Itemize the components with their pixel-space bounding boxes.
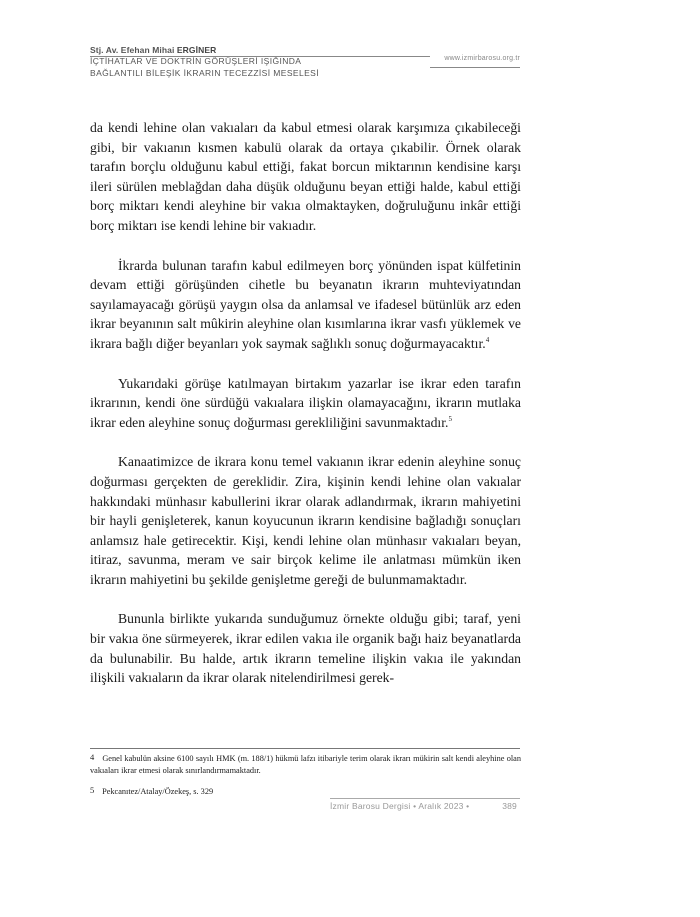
author-name: Stj. Av. Efehan Mihai — [90, 45, 175, 55]
running-header — [90, 45, 520, 95]
article-title-line-1: İÇTİHATLAR VE DOKTRİN GÖRÜŞLERİ IŞIĞINDA — [90, 56, 302, 66]
author-line — [90, 45, 520, 55]
running-footer — [330, 801, 520, 811]
footnote-text: Genel kabulün aksine 6100 sayılı HMK (m. 188/1) hükmü lafzı itibariyle terim olarak ikrarı mükirin salt kendi aleyhine olan vakıaları ikrar etmesi olarak sınırlandırmamaktadır. — [90, 754, 521, 776]
header-rule-right — [430, 67, 520, 68]
journal-name: İzmir Barosu Dergisi • Aralık 2023 • — [330, 801, 470, 811]
footnote — [90, 784, 521, 798]
footnote-number: 4 — [90, 752, 95, 762]
footnote-ref[interactable]: 5 — [448, 414, 452, 423]
footnote-text: Pekcanıtez/Atalay/Özekeş, s. 329 — [102, 786, 214, 796]
author-surname: ERGİNER — [176, 45, 217, 55]
footnote-number: 5 — [90, 784, 95, 795]
article-title-line-2: BAĞLANTILI BİLEŞİK İKRARIN TECEZZİSİ MESELESİ — [90, 68, 319, 78]
paragraph: İkrarda bulunan tarafın kabul edilmeyen borç yönünden ispat külfetinin devam ettiği görüşünden cihetle bu beyanatın ikrarın muhteviyatından sayılamayacağı görüşü yaygın olsa da anlamsal ve ifadesel bütünlük arz eden ikrar beyanının salt mûkirin aleyhine olan kısımlarına ikrar vasfı yüklemek ve ikrara bağlı diğer beyanları yok saymak sağlıklı sonuç doğurmayacaktır.$^4$ — [90, 257, 521, 351]
page-number: 389 — [502, 801, 517, 811]
body-text — [90, 118, 521, 708]
paragraph: Bununla birlikte yukarıda sunduğumuz örnekte olduğu gibi; taraf, yeni bir vakıa öne sürmeyerek, ikrar edilen vakıa ile organik bağı haiz beyanatlarda da bulunabilir. Bu halde, artık ikrarın temeline ilişkin vakıa ile yakından ilişkili vakıaların da ikrar olarak nitelendirilmesi gerek- — [90, 611, 521, 686]
footnote-ref[interactable]: 4 — [485, 335, 490, 344]
footnote — [90, 751, 521, 778]
footer-rule — [330, 798, 520, 799]
paragraph: da kendi lehine olan vakıaları da kabul etmesi olarak karşımıza çıkabileceği gibi, bir vakıanın kısmen kabulü olarak da ortaya çıkabilir. Örnek olarak tarafın borçlu olduğunu kabul ettiği, fakat borcun miktarının kendisine karşı ileri sürülen meblağdan daha düşük olduğunu beyan ettiği halde, kabul ettiği borç miktarı kendi aleyhine bir vakıa olmaktayken, doğruluğunu inkâr ettiği borç miktarı ise kendi lehine bir vakıadır. — [90, 120, 521, 233]
paragraph: Kanaatimizce de ikrara konu temel vakıanın ikrar edenin aleyhine sonuç doğurması gerçekten de gereklidir. Zira, kişinin kendi lehine olan vakıalar hakkındaki münhasır kabullerini ikrar olarak adlandırmak, ikrarın mahiyetini bir hayli genişleterek, kanun koyucunun ikrarın kendisine bağladığı sonuçları anlamsız hale getirecektir. Kişi, kendi lehine olan münhasır vakıaları beyan, itiraz, savunma, meram ve sair birçok kelime ile anlatması mümkün iken ikrarın mahiyetini bu şekilde genişletme gereği de bulunmamaktadır. — [90, 454, 521, 587]
footnote-separator — [90, 748, 520, 749]
footnotes — [90, 751, 521, 804]
paragraph: Yukarıdaki görüşe katılmayan birtakım yazarlar ise ikrar eden tarafın ikrarının, kendi öne sürdüğü vakıalara ilişkin olamayacağını, ikrarın mutlaka ikrar eden aleyhine sonuç doğurması gerekliliğini savunmaktadır.$^5$ — [90, 375, 521, 430]
header-rule — [90, 56, 430, 57]
website-url[interactable]: www.izmirbarosu.org.tr — [444, 55, 520, 62]
